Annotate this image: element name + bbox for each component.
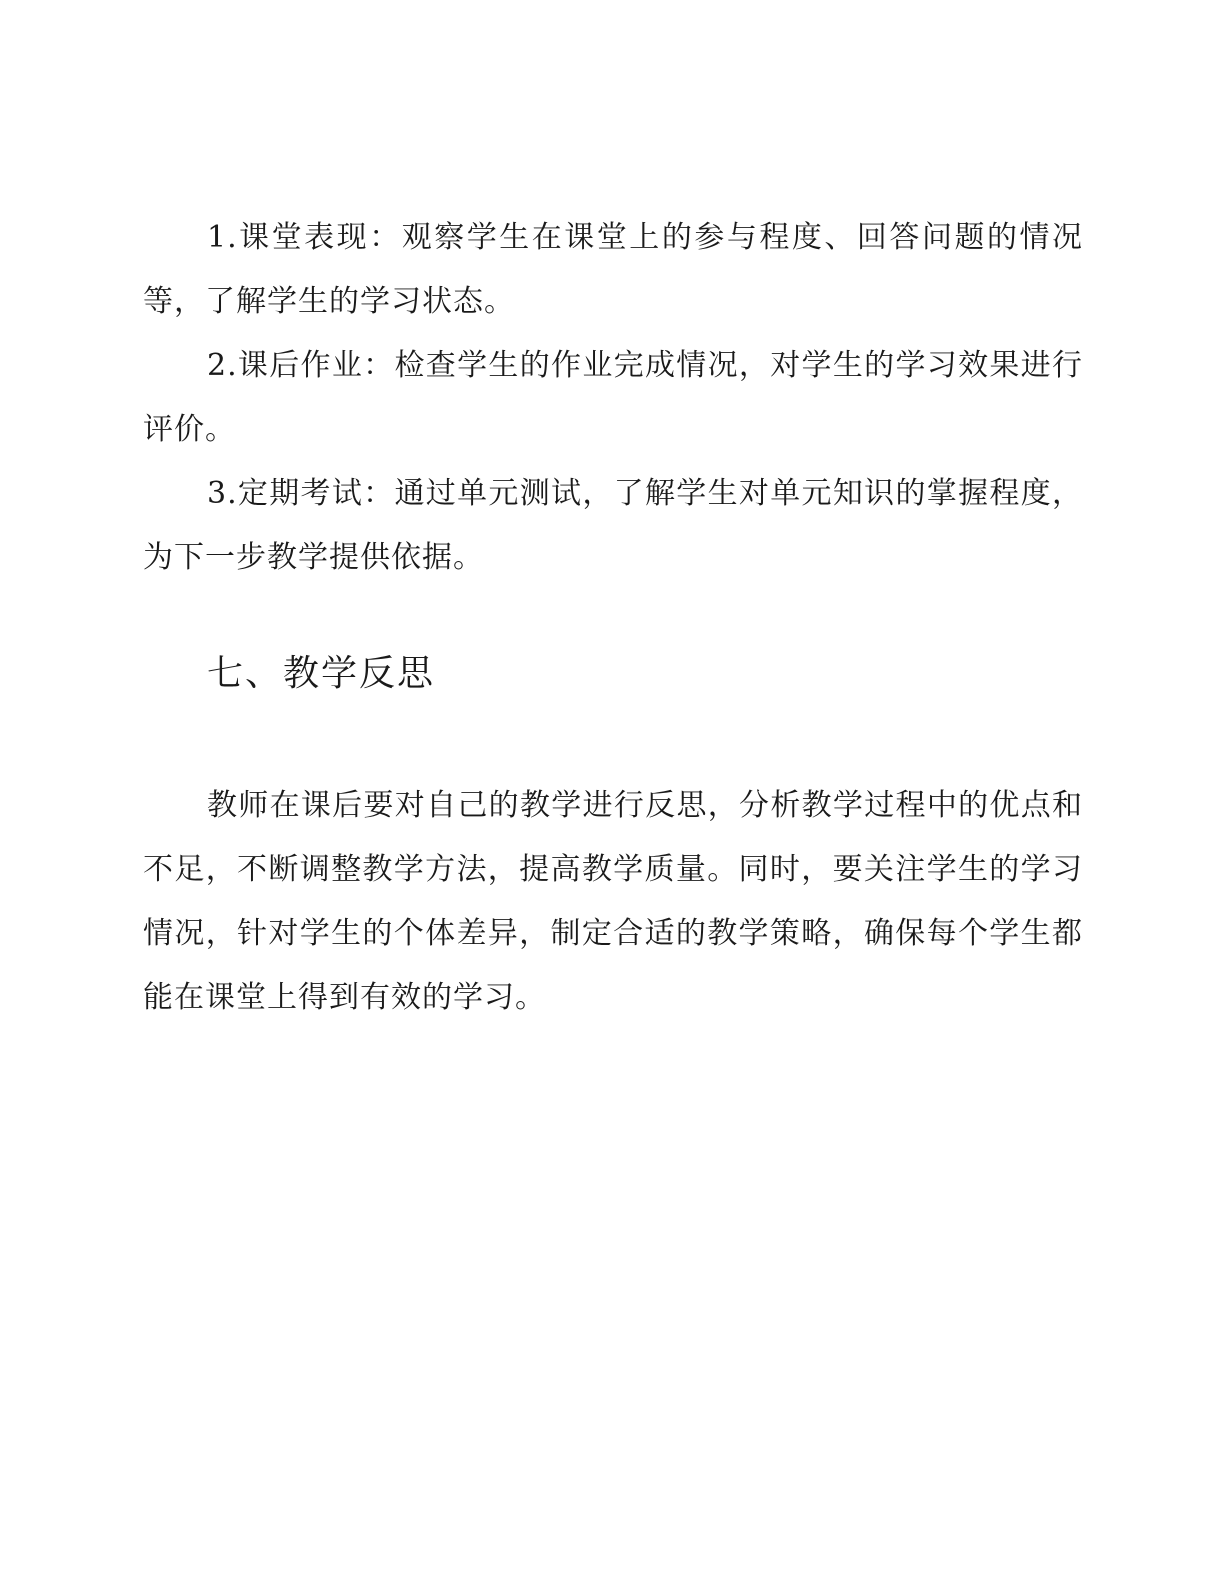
list-item-classroom-performance: 1.课堂表现：观察学生在课堂上的参与程度、回答问题的情况等，了解学生的学习状态。 (143, 220, 1083, 319)
list-item-homework: 2.课后作业：检查学生的作业完成情况，对学生的学习效果进行评价。 (143, 348, 1083, 447)
section-paragraph: 教师在课后要对自己的教学进行反思，分析教学过程中的优点和不足，不断调整教学方法，提高教学质量。同时，要关注学生的学习情况，针对学生的个体差异，制定合适的教学策略，确保每个学生都能在课堂上得到有效的学习。 (143, 788, 1083, 1015)
section-heading: 七、教学反思 (207, 653, 436, 694)
list-item-periodic-exam: 3.定期考试：通过单元测试，了解学生对单元知识的掌握程度，为下一步教学提供依据。 (143, 476, 1083, 575)
